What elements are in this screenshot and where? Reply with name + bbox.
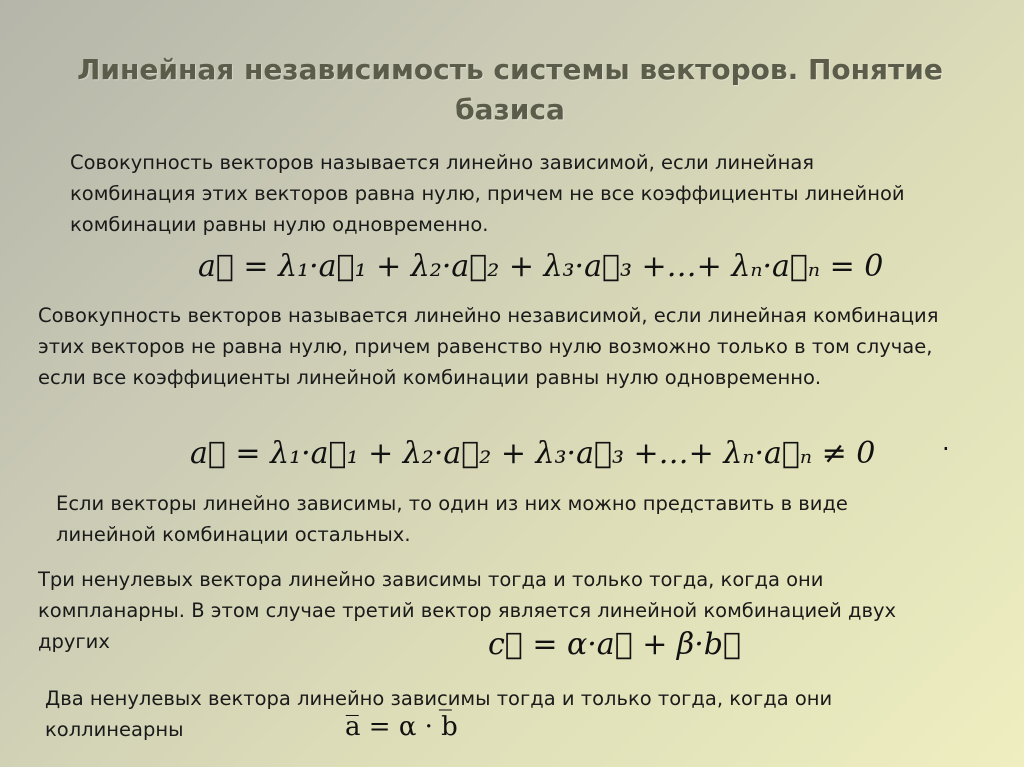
definition-independent: Совокупность векторов называется линейно независимой, если линейная комбинация этих векторов не равна нулю, причем равенство нулю возможно только в том случае, если все коэффициенты линейной комбинации равны нулю одновременно. [38, 304, 939, 389]
definition-dependent: Совокупность векторов называется линейно зависимой, если линейная комбинация этих векторов равна нулю, причем не все коэффициенты линейной комбинации равны нулю одновременно. [70, 151, 905, 236]
statement-collinear: Два ненулевых вектора линейно зависимы тогда и только тогда, когда они коллинеарны [45, 687, 833, 741]
stray-dot: . [942, 428, 950, 456]
formula-dependent: a⃗ = λ₁·a⃗₁ + λ₂·a⃗₂ + λ₃·a⃗₃ +…+ λₙ·a⃗ₙ = 0 [198, 249, 884, 284]
formula-collinear: a̅ = α · b̅ [345, 712, 458, 742]
statement-coplanar: Три ненулевых вектора линейно зависимы тогда и только тогда, когда они компланарны. В этом случае третий вектор является линейной комбинацией двух других [38, 568, 897, 653]
slide-title: Линейная независимость системы векторов. Понятие базиса [77, 53, 943, 126]
formula-independent: a⃗ = λ₁·a⃗₁ + λ₂·a⃗₂ + λ₃·a⃗₃ +…+ λₙ·a⃗ₙ ≠ 0 [190, 436, 876, 471]
statement-representation: Если векторы линейно зависимы, то один из них можно представить в виде линейной комбинации остальных. [56, 492, 848, 546]
formula-coplanar: c⃗ = α·a⃗ + β·b⃗ [488, 627, 741, 662]
